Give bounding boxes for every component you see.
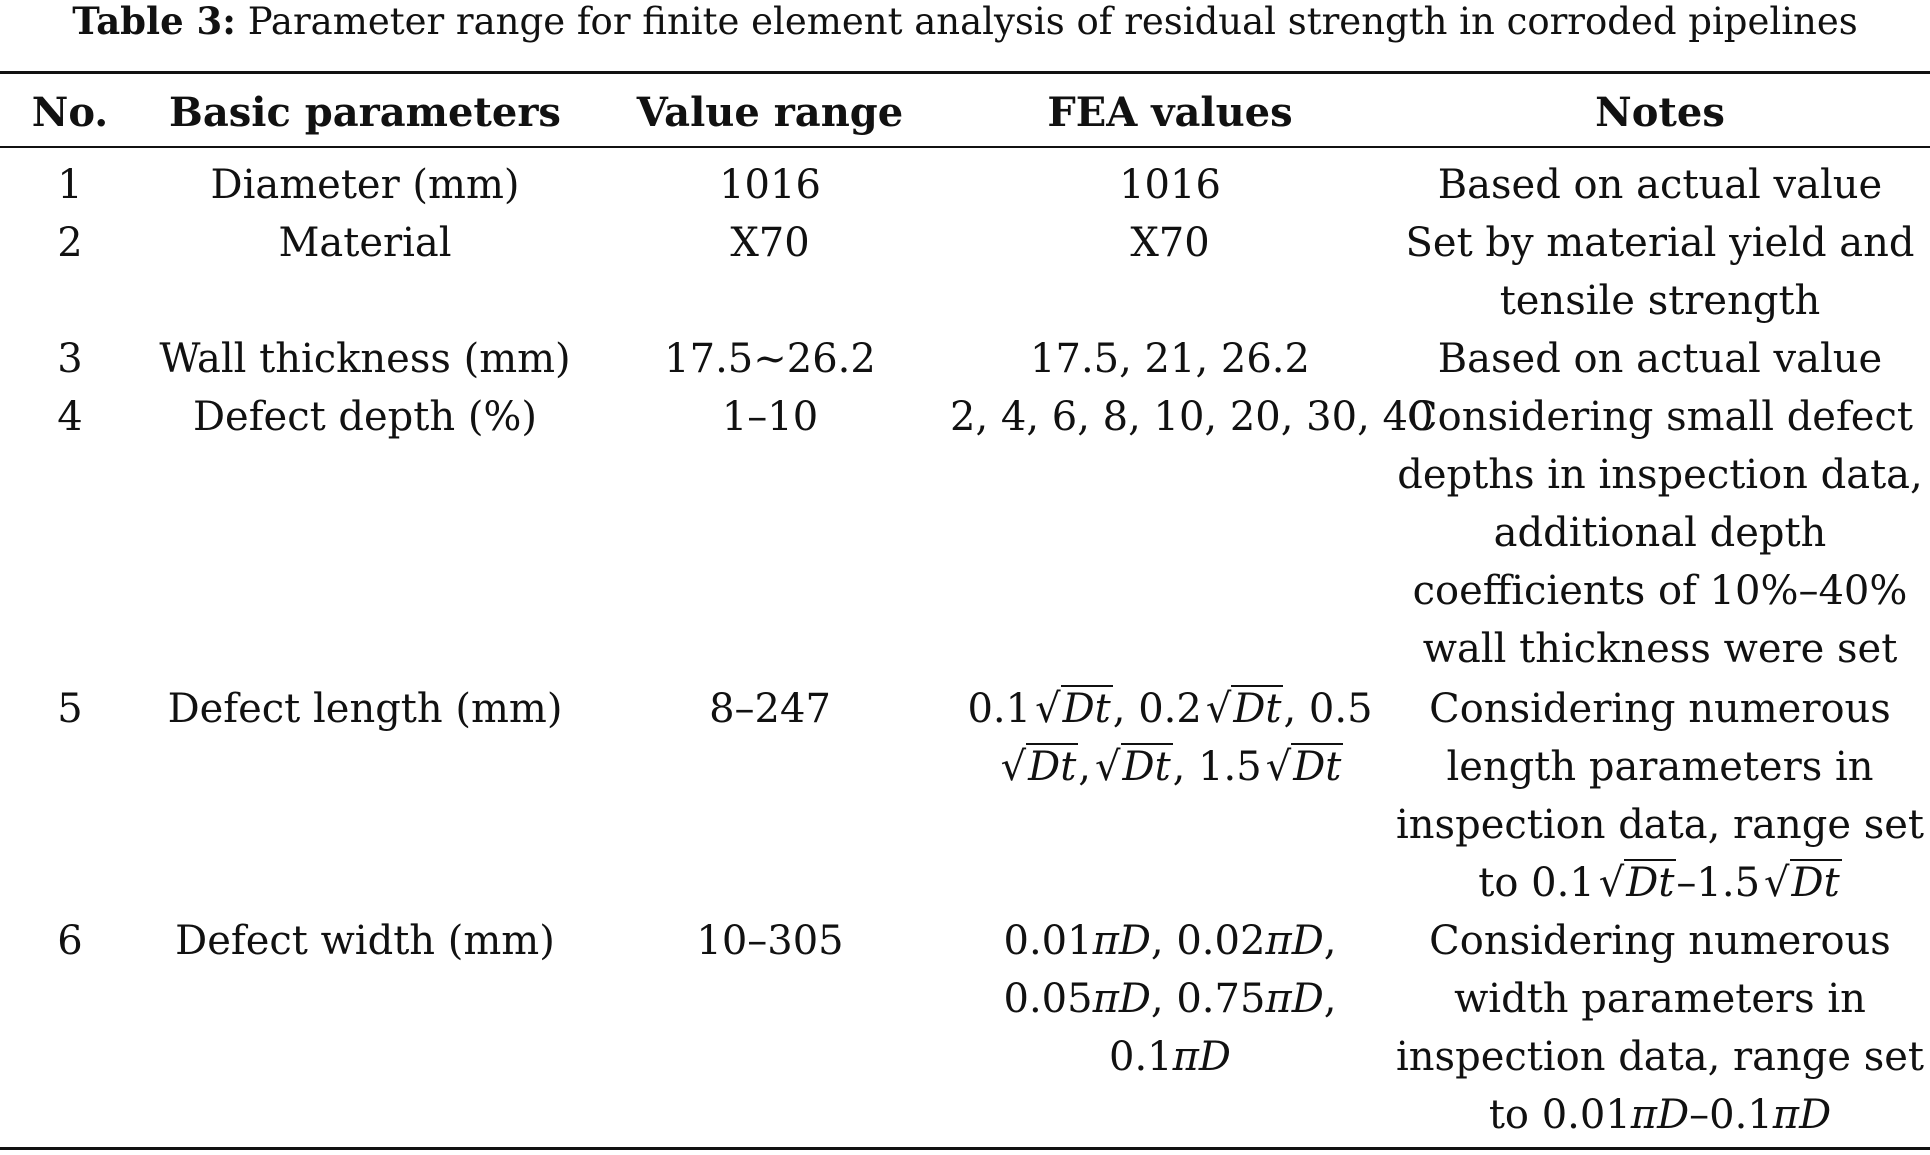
fea-coef: , 0.02 bbox=[1150, 918, 1266, 964]
note-line: length parameters in bbox=[1446, 744, 1874, 790]
fea-sep: , bbox=[1078, 744, 1091, 790]
header-no: No. bbox=[31, 89, 109, 136]
sqrt-dt bbox=[1035, 680, 1113, 738]
note-line: additional depth bbox=[1493, 510, 1827, 556]
sqrt-dt bbox=[1764, 854, 1842, 912]
row-fea bbox=[950, 680, 1390, 796]
header-rule bbox=[0, 146, 1930, 148]
note-line: Considering small defect bbox=[1407, 394, 1913, 440]
bottom-rule bbox=[0, 1147, 1930, 1150]
header-basic-parameters: Basic parameters bbox=[169, 89, 561, 136]
radicand: Dt bbox=[1122, 744, 1171, 790]
radicand: Dt bbox=[1233, 686, 1282, 732]
sqrt-dt bbox=[1001, 738, 1079, 796]
row-notes bbox=[1390, 912, 1930, 1144]
note-line bbox=[1390, 1086, 1930, 1144]
note-line bbox=[1390, 854, 1930, 912]
radicand: Dt bbox=[1791, 860, 1840, 906]
note-prefix: to 0.01 bbox=[1488, 1092, 1631, 1138]
radicand: Dt bbox=[1626, 860, 1675, 906]
row-no: 2 bbox=[57, 220, 83, 266]
row-range: 17.5~26.2 bbox=[664, 336, 876, 382]
radical-sign: √ bbox=[1095, 744, 1121, 790]
radical-sign: √ bbox=[1205, 686, 1232, 732]
note-line: inspection data, range set bbox=[1396, 1034, 1924, 1080]
note-line: Considering numerous bbox=[1429, 918, 1891, 964]
radicand: Dt bbox=[1062, 686, 1111, 732]
header-value-range: Value range bbox=[636, 89, 904, 136]
note-line: width parameters in bbox=[1454, 976, 1866, 1022]
row-param: Diameter (mm) bbox=[210, 162, 520, 208]
radical-sign: √ bbox=[1598, 860, 1625, 906]
fea-line bbox=[950, 738, 1390, 796]
note-line: Based on actual value bbox=[1437, 162, 1883, 208]
sqrt-dt bbox=[1095, 738, 1173, 796]
row-no: 4 bbox=[57, 394, 83, 440]
header-fea-values: FEA values bbox=[1047, 89, 1293, 136]
radicand: Dt bbox=[1028, 744, 1077, 790]
table-caption bbox=[0, 0, 1930, 43]
fea-sep: , bbox=[1323, 918, 1337, 964]
radicand: Dt bbox=[1293, 744, 1342, 790]
fea-coef: 0.1 bbox=[967, 686, 1032, 732]
row-no: 3 bbox=[57, 336, 83, 382]
note-mid: –0.1 bbox=[1689, 1092, 1773, 1138]
row-param: Defect length (mm) bbox=[167, 686, 563, 732]
note-line: coefficients of 10%–40% bbox=[1412, 568, 1908, 614]
radical-sign: √ bbox=[1265, 744, 1292, 790]
row-param: Material bbox=[278, 220, 452, 266]
row-notes bbox=[1390, 680, 1930, 912]
fea-var: πD bbox=[1265, 918, 1324, 964]
fea-line bbox=[950, 1028, 1390, 1086]
note-line: wall thickness were set bbox=[1422, 626, 1898, 672]
fea-coef: , 0.5 bbox=[1283, 686, 1373, 732]
fea-line bbox=[950, 912, 1390, 970]
note-line: depths in inspection data, bbox=[1397, 452, 1923, 498]
fea-var: πD bbox=[1092, 918, 1151, 964]
sqrt-dt bbox=[1599, 854, 1677, 912]
row-range: 1–10 bbox=[721, 394, 819, 440]
radical-sign: √ bbox=[1000, 744, 1027, 790]
fea-line bbox=[950, 680, 1390, 738]
note-line: inspection data, range set bbox=[1396, 802, 1924, 848]
row-fea: X70 bbox=[1130, 220, 1210, 266]
row-fea: 2, 4, 6, 8, 10, 20, 30, 40 bbox=[950, 394, 1434, 440]
row-range: 1016 bbox=[719, 162, 821, 208]
radical-sign: √ bbox=[1035, 686, 1061, 732]
sqrt-dt bbox=[1206, 680, 1284, 738]
caption-text: Parameter range for finite element analysis of residual strength in corroded pipelines bbox=[247, 0, 1858, 43]
fea-coef: 0.05 bbox=[1003, 976, 1093, 1022]
row-notes bbox=[1390, 214, 1930, 330]
fea-coef: , 0.75 bbox=[1150, 976, 1266, 1022]
caption-label: Table 3: bbox=[72, 0, 236, 43]
radical-sign: √ bbox=[1764, 860, 1790, 906]
header-notes: Notes bbox=[1595, 89, 1725, 136]
note-var: πD bbox=[1772, 1092, 1832, 1138]
note-line: Based on actual value bbox=[1437, 336, 1883, 382]
row-fea: 17.5, 21, 26.2 bbox=[1030, 336, 1310, 382]
row-param: Wall thickness (mm) bbox=[159, 336, 571, 382]
sqrt-dt bbox=[1266, 738, 1344, 796]
fea-var: πD bbox=[1172, 1034, 1231, 1080]
row-notes bbox=[1390, 156, 1930, 214]
fea-var: πD bbox=[1265, 976, 1324, 1022]
fea-line bbox=[950, 970, 1390, 1028]
row-range: 8–247 bbox=[709, 686, 831, 732]
fea-coef: 0.1 bbox=[1109, 1034, 1173, 1080]
row-no: 1 bbox=[57, 162, 83, 208]
row-param: Defect depth (%) bbox=[192, 394, 538, 440]
row-fea bbox=[950, 912, 1390, 1086]
note-line: tensile strength bbox=[1499, 278, 1821, 324]
note-line: Set by material yield and bbox=[1405, 220, 1915, 266]
row-range: 10–305 bbox=[696, 918, 844, 964]
note-line: Considering numerous bbox=[1429, 686, 1891, 732]
row-param: Defect width (mm) bbox=[175, 918, 555, 964]
row-fea: 1016 bbox=[1119, 162, 1221, 208]
fea-coef: , 1.5 bbox=[1172, 744, 1262, 790]
note-prefix: to 0.1 bbox=[1478, 860, 1595, 906]
row-notes bbox=[1390, 330, 1930, 388]
note-var: πD bbox=[1630, 1092, 1690, 1138]
row-no: 5 bbox=[57, 686, 83, 732]
note-mid: –1.5 bbox=[1676, 860, 1761, 906]
row-range: X70 bbox=[730, 220, 810, 266]
row-notes bbox=[1390, 388, 1930, 678]
fea-coef: 0.01 bbox=[1003, 918, 1093, 964]
row-no: 6 bbox=[57, 918, 83, 964]
top-rule bbox=[0, 71, 1930, 74]
fea-var: πD bbox=[1092, 976, 1151, 1022]
fea-coef: , 0.2 bbox=[1112, 686, 1202, 732]
fea-sep: , bbox=[1323, 976, 1337, 1022]
